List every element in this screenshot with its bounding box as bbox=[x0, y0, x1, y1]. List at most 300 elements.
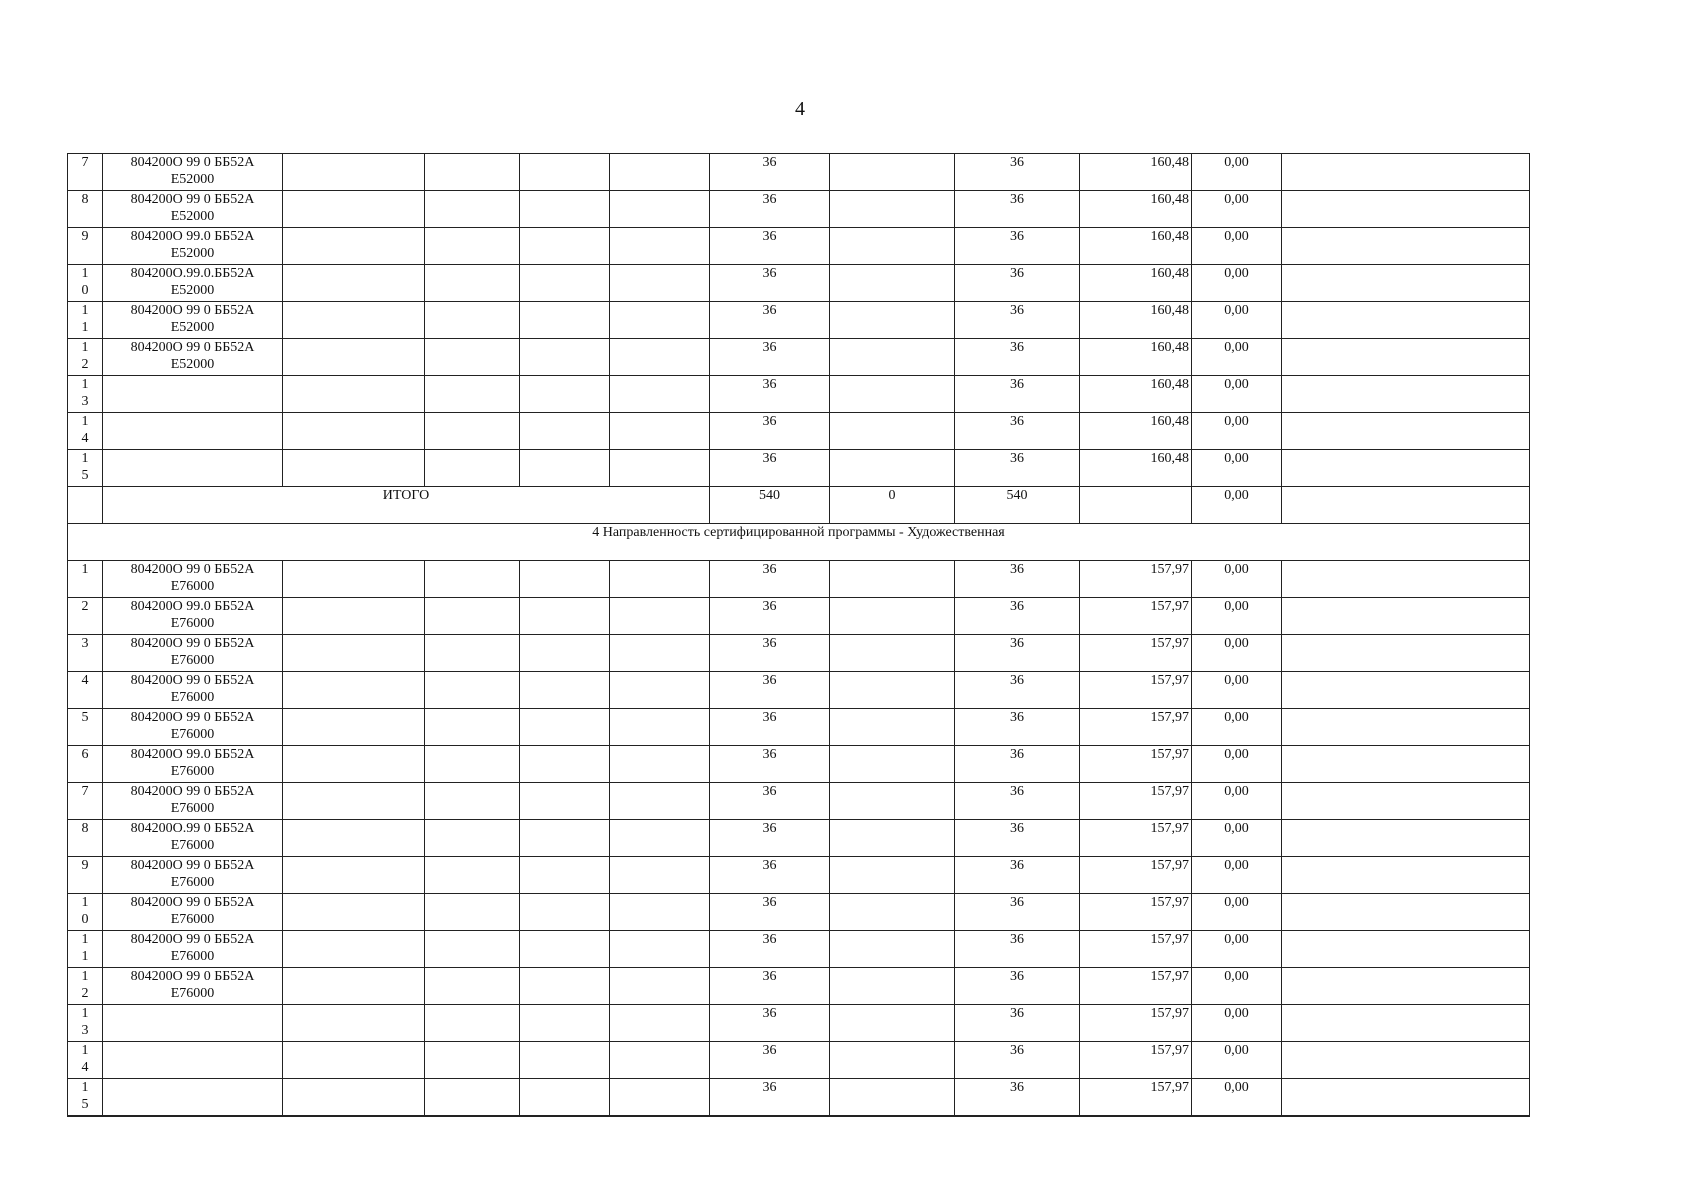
empty-cell bbox=[520, 1005, 610, 1042]
empty-cell bbox=[1282, 1042, 1530, 1079]
empty-cell bbox=[283, 339, 425, 376]
row-v1: 36 bbox=[710, 598, 830, 635]
empty-cell bbox=[425, 931, 520, 968]
empty-cell bbox=[1282, 302, 1530, 339]
empty-cell bbox=[1282, 1005, 1530, 1042]
empty-cell bbox=[520, 191, 610, 228]
row-v1: 36 bbox=[710, 339, 830, 376]
table-row bbox=[68, 931, 1530, 968]
row-v3: 36 bbox=[955, 191, 1080, 228]
table-row bbox=[68, 1005, 1530, 1042]
empty-cell bbox=[283, 154, 425, 191]
row-v2 bbox=[830, 228, 955, 265]
row-v5: 0,00 bbox=[1192, 1005, 1282, 1042]
row-v3: 36 bbox=[955, 894, 1080, 931]
empty-cell bbox=[425, 635, 520, 672]
empty-cell bbox=[520, 1042, 610, 1079]
row-v3: 36 bbox=[955, 339, 1080, 376]
empty-cell bbox=[520, 931, 610, 968]
row-v2 bbox=[830, 1079, 955, 1117]
empty-cell bbox=[1282, 783, 1530, 820]
row-code: 804200О 99 0 ББ52А Е52000 bbox=[103, 154, 283, 191]
row-number: 5 bbox=[68, 709, 103, 746]
row-v5: 0,00 bbox=[1192, 968, 1282, 1005]
empty-cell bbox=[425, 820, 520, 857]
row-v1: 36 bbox=[710, 1005, 830, 1042]
empty-cell bbox=[610, 228, 710, 265]
empty-cell bbox=[1282, 709, 1530, 746]
total-label: ИТОГО bbox=[103, 487, 710, 524]
row-number: 1 5 bbox=[68, 1079, 103, 1117]
empty-cell bbox=[283, 302, 425, 339]
row-v5: 0,00 bbox=[1192, 339, 1282, 376]
row-v4: 157,97 bbox=[1080, 672, 1192, 709]
row-number: 2 bbox=[68, 598, 103, 635]
empty-cell bbox=[1282, 672, 1530, 709]
row-v4: 160,48 bbox=[1080, 339, 1192, 376]
row-number: 1 2 bbox=[68, 339, 103, 376]
row-number: 6 bbox=[68, 746, 103, 783]
row-code bbox=[103, 1042, 283, 1079]
row-code bbox=[103, 450, 283, 487]
page-number: 4 bbox=[795, 98, 805, 120]
row-code: 804200О 99.0 ББ52А Е76000 bbox=[103, 598, 283, 635]
empty-cell bbox=[425, 413, 520, 450]
empty-cell bbox=[610, 635, 710, 672]
row-v3: 36 bbox=[955, 746, 1080, 783]
row-v1: 36 bbox=[710, 154, 830, 191]
row-number: 7 bbox=[68, 783, 103, 820]
empty-cell bbox=[520, 376, 610, 413]
row-v5: 0,00 bbox=[1192, 376, 1282, 413]
row-code: 804200О.99 0 ББ52А Е76000 bbox=[103, 820, 283, 857]
row-number: 1 5 bbox=[68, 450, 103, 487]
row-v5: 0,00 bbox=[1192, 931, 1282, 968]
empty-cell bbox=[283, 820, 425, 857]
row-v1: 36 bbox=[710, 265, 830, 302]
empty-cell bbox=[520, 228, 610, 265]
row-v5: 0,00 bbox=[1192, 672, 1282, 709]
row-code bbox=[103, 1079, 283, 1117]
empty-cell bbox=[610, 413, 710, 450]
empty-cell bbox=[610, 1005, 710, 1042]
row-v2 bbox=[830, 154, 955, 191]
row-v3: 36 bbox=[955, 154, 1080, 191]
table-row bbox=[68, 228, 1530, 265]
empty-cell bbox=[1282, 931, 1530, 968]
row-v1: 36 bbox=[710, 635, 830, 672]
row-v4: 157,97 bbox=[1080, 1005, 1192, 1042]
empty-cell bbox=[610, 302, 710, 339]
empty-cell bbox=[1282, 154, 1530, 191]
row-v5: 0,00 bbox=[1192, 265, 1282, 302]
row-number: 9 bbox=[68, 857, 103, 894]
empty-cell bbox=[520, 857, 610, 894]
row-v2 bbox=[830, 783, 955, 820]
empty-cell bbox=[425, 154, 520, 191]
row-v1: 36 bbox=[710, 894, 830, 931]
empty-cell bbox=[283, 561, 425, 598]
table-row bbox=[68, 561, 1530, 598]
row-number: 1 0 bbox=[68, 894, 103, 931]
row-v3: 36 bbox=[955, 968, 1080, 1005]
row-code bbox=[103, 413, 283, 450]
row-v1: 36 bbox=[710, 561, 830, 598]
row-v3: 36 bbox=[955, 635, 1080, 672]
empty-cell bbox=[425, 302, 520, 339]
row-v2 bbox=[830, 894, 955, 931]
row-v2 bbox=[830, 968, 955, 1005]
row-v3: 36 bbox=[955, 302, 1080, 339]
row-v4: 160,48 bbox=[1080, 191, 1192, 228]
row-v1: 36 bbox=[710, 191, 830, 228]
empty-cell bbox=[520, 635, 610, 672]
empty-cell bbox=[425, 709, 520, 746]
table-row bbox=[68, 968, 1530, 1005]
empty-cell bbox=[283, 265, 425, 302]
empty-cell bbox=[425, 228, 520, 265]
row-v3: 36 bbox=[955, 1042, 1080, 1079]
empty-cell bbox=[520, 1079, 610, 1117]
empty-cell bbox=[1282, 561, 1530, 598]
row-v4: 160,48 bbox=[1080, 376, 1192, 413]
row-code: 804200О.99.0.ББ52А Е52000 bbox=[103, 265, 283, 302]
empty-cell bbox=[425, 894, 520, 931]
row-v5: 0,00 bbox=[1192, 561, 1282, 598]
row-v2 bbox=[830, 376, 955, 413]
row-v4: 160,48 bbox=[1080, 154, 1192, 191]
total-v4 bbox=[1080, 487, 1192, 524]
empty-cell bbox=[425, 672, 520, 709]
row-code: 804200О 99 0 ББ52А Е52000 bbox=[103, 191, 283, 228]
row-v3: 36 bbox=[955, 265, 1080, 302]
row-v5: 0,00 bbox=[1192, 191, 1282, 228]
row-v4: 157,97 bbox=[1080, 968, 1192, 1005]
empty-cell bbox=[283, 931, 425, 968]
empty-cell bbox=[1282, 968, 1530, 1005]
table-row bbox=[68, 635, 1530, 672]
empty-cell bbox=[283, 191, 425, 228]
empty-cell bbox=[283, 598, 425, 635]
empty-cell bbox=[425, 1079, 520, 1117]
empty-cell bbox=[425, 376, 520, 413]
empty-cell bbox=[610, 894, 710, 931]
empty-cell bbox=[610, 154, 710, 191]
table-row bbox=[68, 191, 1530, 228]
row-v5: 0,00 bbox=[1192, 598, 1282, 635]
empty-cell bbox=[1282, 228, 1530, 265]
row-code: 804200О 99 0 ББ52А Е76000 bbox=[103, 635, 283, 672]
row-v2 bbox=[830, 672, 955, 709]
row-v5: 0,00 bbox=[1192, 450, 1282, 487]
row-v3: 36 bbox=[955, 783, 1080, 820]
empty-cell bbox=[1282, 598, 1530, 635]
row-code bbox=[103, 1005, 283, 1042]
empty-cell bbox=[425, 265, 520, 302]
row-v5: 0,00 bbox=[1192, 857, 1282, 894]
total-v2: 0 bbox=[830, 487, 955, 524]
row-v1: 36 bbox=[710, 746, 830, 783]
table-row bbox=[68, 376, 1530, 413]
row-code: 804200О 99 0 ББ52А Е76000 bbox=[103, 857, 283, 894]
empty-cell bbox=[610, 968, 710, 1005]
table-row bbox=[68, 820, 1530, 857]
row-number: 4 bbox=[68, 672, 103, 709]
row-v3: 36 bbox=[955, 598, 1080, 635]
register-table bbox=[67, 153, 1530, 1117]
row-code: 804200О 99 0 ББ52А Е76000 bbox=[103, 783, 283, 820]
row-number: 1 4 bbox=[68, 1042, 103, 1079]
row-v4: 157,97 bbox=[1080, 820, 1192, 857]
empty-cell bbox=[520, 265, 610, 302]
row-v5: 0,00 bbox=[1192, 709, 1282, 746]
total-v3: 540 bbox=[955, 487, 1080, 524]
row-v5: 0,00 bbox=[1192, 413, 1282, 450]
row-v5: 0,00 bbox=[1192, 154, 1282, 191]
block-a-rows bbox=[68, 154, 1530, 487]
table-row bbox=[68, 154, 1530, 191]
empty-cell bbox=[610, 561, 710, 598]
empty-cell bbox=[520, 154, 610, 191]
empty-cell bbox=[283, 635, 425, 672]
empty-cell bbox=[610, 450, 710, 487]
row-v5: 0,00 bbox=[1192, 1079, 1282, 1117]
row-code: 804200О 99 0 ББ52А Е76000 bbox=[103, 709, 283, 746]
row-code: 804200О 99 0 ББ52А Е52000 bbox=[103, 339, 283, 376]
empty-cell bbox=[425, 1005, 520, 1042]
empty-cell bbox=[283, 857, 425, 894]
row-number: 8 bbox=[68, 191, 103, 228]
row-v1: 36 bbox=[710, 376, 830, 413]
empty-cell bbox=[425, 968, 520, 1005]
table-row bbox=[68, 598, 1530, 635]
table-row bbox=[68, 1042, 1530, 1079]
row-number: 9 bbox=[68, 228, 103, 265]
empty-cell bbox=[425, 450, 520, 487]
row-v4: 157,97 bbox=[1080, 783, 1192, 820]
empty-cell bbox=[610, 339, 710, 376]
row-number: 7 bbox=[68, 154, 103, 191]
total-v5: 0,00 bbox=[1192, 487, 1282, 524]
row-v5: 0,00 bbox=[1192, 228, 1282, 265]
row-v3: 36 bbox=[955, 709, 1080, 746]
empty-cell bbox=[425, 783, 520, 820]
row-code: 804200О 99 0 ББ52А Е76000 bbox=[103, 894, 283, 931]
row-v3: 36 bbox=[955, 1079, 1080, 1117]
row-v2 bbox=[830, 857, 955, 894]
empty-cell bbox=[425, 191, 520, 228]
row-v1: 36 bbox=[710, 1042, 830, 1079]
row-v3: 36 bbox=[955, 857, 1080, 894]
row-v5: 0,00 bbox=[1192, 746, 1282, 783]
row-v3: 36 bbox=[955, 931, 1080, 968]
row-v2 bbox=[830, 1005, 955, 1042]
empty-cell bbox=[610, 857, 710, 894]
row-v4: 157,97 bbox=[1080, 857, 1192, 894]
empty-cell bbox=[283, 783, 425, 820]
row-v2 bbox=[830, 450, 955, 487]
row-v1: 36 bbox=[710, 783, 830, 820]
row-v4: 157,97 bbox=[1080, 561, 1192, 598]
row-v5: 0,00 bbox=[1192, 820, 1282, 857]
empty-cell bbox=[283, 746, 425, 783]
empty-cell bbox=[610, 672, 710, 709]
row-v4: 157,97 bbox=[1080, 1042, 1192, 1079]
total-row bbox=[68, 487, 1530, 524]
row-number: 1 3 bbox=[68, 1005, 103, 1042]
row-v2 bbox=[830, 1042, 955, 1079]
table-row bbox=[68, 302, 1530, 339]
empty-cell bbox=[1282, 820, 1530, 857]
empty-cell bbox=[610, 1079, 710, 1117]
row-v3: 36 bbox=[955, 561, 1080, 598]
row-v4: 160,48 bbox=[1080, 450, 1192, 487]
empty-cell bbox=[1282, 413, 1530, 450]
row-v3: 36 bbox=[955, 413, 1080, 450]
row-code: 804200О 99.0 ББ52А Е52000 bbox=[103, 228, 283, 265]
row-number: 1 4 bbox=[68, 413, 103, 450]
empty-cell bbox=[610, 265, 710, 302]
row-code bbox=[103, 376, 283, 413]
row-v2 bbox=[830, 339, 955, 376]
empty-cell bbox=[425, 1042, 520, 1079]
total-v1: 540 bbox=[710, 487, 830, 524]
empty-cell bbox=[520, 709, 610, 746]
row-number: 1 2 bbox=[68, 968, 103, 1005]
empty-cell bbox=[610, 1042, 710, 1079]
empty-cell bbox=[283, 1042, 425, 1079]
row-v2 bbox=[830, 635, 955, 672]
total-empty-cell bbox=[68, 487, 103, 524]
empty-cell bbox=[610, 783, 710, 820]
row-v2 bbox=[830, 820, 955, 857]
row-number: 1 0 bbox=[68, 265, 103, 302]
empty-cell bbox=[520, 968, 610, 1005]
row-v3: 36 bbox=[955, 450, 1080, 487]
row-v4: 157,97 bbox=[1080, 894, 1192, 931]
row-v1: 36 bbox=[710, 931, 830, 968]
empty-cell bbox=[1282, 635, 1530, 672]
empty-cell bbox=[283, 450, 425, 487]
row-number: 1 1 bbox=[68, 302, 103, 339]
row-v3: 36 bbox=[955, 376, 1080, 413]
table-row bbox=[68, 783, 1530, 820]
row-v3: 36 bbox=[955, 228, 1080, 265]
table-row bbox=[68, 265, 1530, 302]
empty-cell bbox=[425, 561, 520, 598]
row-v4: 160,48 bbox=[1080, 413, 1192, 450]
row-v2 bbox=[830, 302, 955, 339]
empty-cell bbox=[520, 783, 610, 820]
row-v5: 0,00 bbox=[1192, 894, 1282, 931]
empty-cell bbox=[1282, 191, 1530, 228]
empty-cell bbox=[283, 672, 425, 709]
empty-cell bbox=[520, 746, 610, 783]
empty-cell bbox=[520, 450, 610, 487]
row-v4: 157,97 bbox=[1080, 598, 1192, 635]
empty-cell bbox=[1282, 339, 1530, 376]
row-code: 804200О 99 0 ББ52А Е76000 bbox=[103, 931, 283, 968]
empty-cell bbox=[283, 894, 425, 931]
empty-cell bbox=[283, 968, 425, 1005]
row-v5: 0,00 bbox=[1192, 1042, 1282, 1079]
row-v4: 157,97 bbox=[1080, 1079, 1192, 1117]
row-v2 bbox=[830, 746, 955, 783]
empty-cell bbox=[1282, 857, 1530, 894]
row-code: 804200О 99 0 ББ52А Е76000 bbox=[103, 672, 283, 709]
row-v1: 36 bbox=[710, 413, 830, 450]
row-v3: 36 bbox=[955, 672, 1080, 709]
row-v1: 36 bbox=[710, 968, 830, 1005]
row-number: 1 1 bbox=[68, 931, 103, 968]
empty-cell bbox=[610, 376, 710, 413]
empty-cell bbox=[283, 228, 425, 265]
empty-cell bbox=[425, 339, 520, 376]
row-number: 1 bbox=[68, 561, 103, 598]
row-v2 bbox=[830, 561, 955, 598]
empty-cell bbox=[520, 561, 610, 598]
row-v5: 0,00 bbox=[1192, 783, 1282, 820]
empty-cell bbox=[1282, 746, 1530, 783]
row-code: 804200О 99.0 ББ52А Е76000 bbox=[103, 746, 283, 783]
table-row bbox=[68, 894, 1530, 931]
empty-cell bbox=[283, 1005, 425, 1042]
empty-cell bbox=[610, 746, 710, 783]
row-v4: 157,97 bbox=[1080, 709, 1192, 746]
empty-cell bbox=[610, 191, 710, 228]
table-row bbox=[68, 339, 1530, 376]
empty-cell bbox=[425, 598, 520, 635]
empty-cell bbox=[610, 931, 710, 968]
empty-cell bbox=[1282, 450, 1530, 487]
section-row bbox=[68, 524, 1530, 561]
table-row bbox=[68, 746, 1530, 783]
row-v2 bbox=[830, 598, 955, 635]
row-number: 1 3 bbox=[68, 376, 103, 413]
empty-cell bbox=[520, 413, 610, 450]
row-code: 804200О 99 0 ББ52А Е76000 bbox=[103, 561, 283, 598]
row-v1: 36 bbox=[710, 672, 830, 709]
total-block bbox=[68, 487, 1530, 561]
table-row bbox=[68, 413, 1530, 450]
table-row bbox=[68, 450, 1530, 487]
empty-cell bbox=[1282, 265, 1530, 302]
row-v2 bbox=[830, 931, 955, 968]
empty-cell bbox=[1282, 1079, 1530, 1117]
empty-cell bbox=[610, 820, 710, 857]
row-v1: 36 bbox=[710, 709, 830, 746]
row-v3: 36 bbox=[955, 1005, 1080, 1042]
empty-cell bbox=[520, 894, 610, 931]
empty-cell bbox=[1282, 376, 1530, 413]
row-code: 804200О 99 0 ББ52А Е52000 bbox=[103, 302, 283, 339]
empty-cell bbox=[520, 820, 610, 857]
table-row bbox=[68, 857, 1530, 894]
row-v4: 160,48 bbox=[1080, 228, 1192, 265]
empty-cell bbox=[610, 598, 710, 635]
row-v1: 36 bbox=[710, 1079, 830, 1117]
empty-cell bbox=[283, 1079, 425, 1117]
empty-cell bbox=[283, 709, 425, 746]
row-v2 bbox=[830, 191, 955, 228]
empty-cell bbox=[520, 339, 610, 376]
empty-cell bbox=[520, 672, 610, 709]
row-v5: 0,00 bbox=[1192, 635, 1282, 672]
empty-cell bbox=[425, 746, 520, 783]
row-v5: 0,00 bbox=[1192, 302, 1282, 339]
row-v3: 36 bbox=[955, 820, 1080, 857]
row-v1: 36 bbox=[710, 302, 830, 339]
